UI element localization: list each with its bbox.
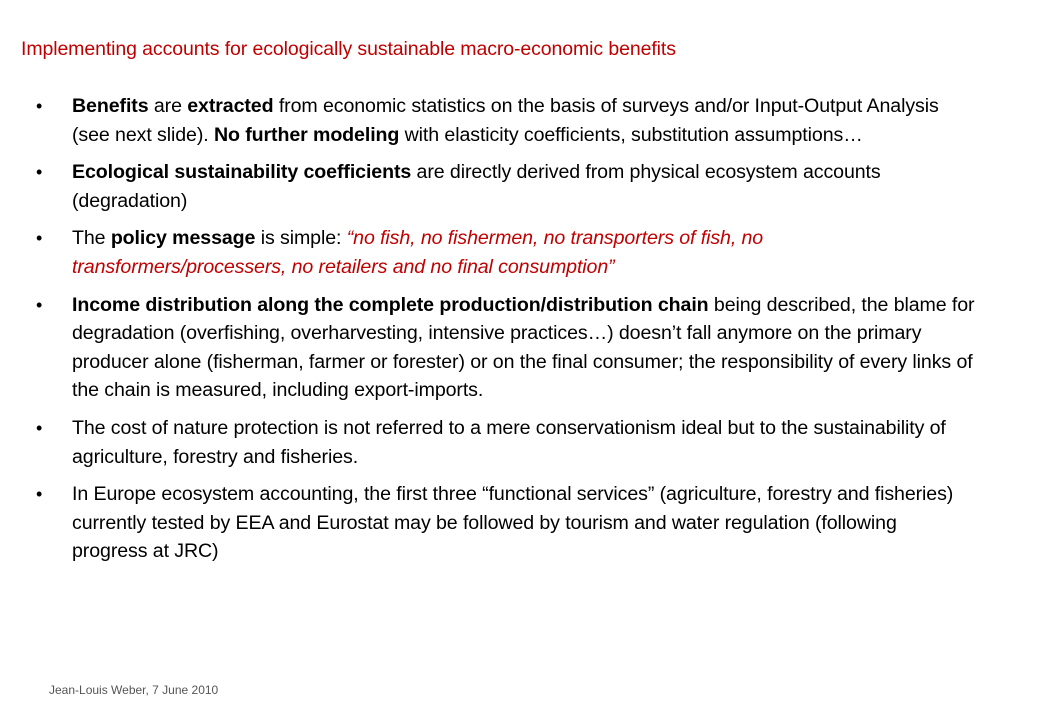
bullet-list bbox=[36, 92, 976, 575]
text: In Europe ecosystem accounting, the first three “functional services” (agriculture, forestry and fisheries) currently tested by EEA and Eurostat may be followed by tourism and water regulation (following progress at JRC) bbox=[72, 483, 954, 563]
bold-text: Ecological sustainability coefficients bbox=[72, 161, 412, 184]
text: with elasticity coefficients, substitution assumptions… bbox=[399, 123, 863, 146]
bullet-income-distribution bbox=[36, 291, 976, 405]
text: are bbox=[148, 95, 188, 117]
bullet-icon: • bbox=[36, 228, 43, 249]
bold-text: No further modeling bbox=[213, 123, 400, 146]
slide-title: Implementing accounts for ecologically sustainable macro-economic benefits bbox=[21, 38, 676, 60]
text: The cost of nature protection is not referred to a mere conservationism ideal but to the sustainability of agriculture, forestry and fisheries. bbox=[72, 416, 946, 468]
slide-footer: Jean-Louis Weber, 7 June 2010 bbox=[49, 683, 219, 697]
bullet-policy-message bbox=[36, 224, 976, 281]
policy-quote: “no fish, no fishermen, no transporters of fish, no transformers/processers, no retailers and no final consumption” bbox=[72, 227, 764, 278]
text: is simple: bbox=[255, 227, 347, 250]
bullet-nature-protection bbox=[36, 414, 976, 471]
bullet-icon: • bbox=[36, 417, 43, 438]
bold-text: extracted bbox=[187, 95, 274, 117]
bullet-sustainability-coefficients bbox=[36, 158, 976, 215]
bullet-icon: • bbox=[36, 294, 43, 315]
text: being described, the blame for degradation (overfishing, overharvesting, intensive practices…) doesn’t fall anymore on the primary producer alone (fisherman, farmer or forester) or on the final consumer; the responsibility of every links of the chain is measured, including export-imports. bbox=[72, 293, 975, 402]
text: are directly derived from physical ecosystem accounts (degradation) bbox=[72, 161, 881, 212]
bold-text: policy message bbox=[110, 227, 256, 250]
text: from economic statistics on the basis of surveys and/or Input-Output Analysis (see next slide). bbox=[72, 95, 939, 146]
bullet-icon: • bbox=[36, 96, 43, 116]
bold-text: Benefits bbox=[72, 95, 149, 117]
bold-text: Income distribution along the complete production/distribution chain bbox=[72, 293, 709, 316]
bullet-icon: • bbox=[36, 162, 43, 183]
bullet-benefits bbox=[36, 92, 976, 149]
text: The bbox=[72, 227, 111, 250]
bullet-icon: • bbox=[36, 484, 43, 505]
bullet-europe-accounting bbox=[36, 480, 976, 566]
